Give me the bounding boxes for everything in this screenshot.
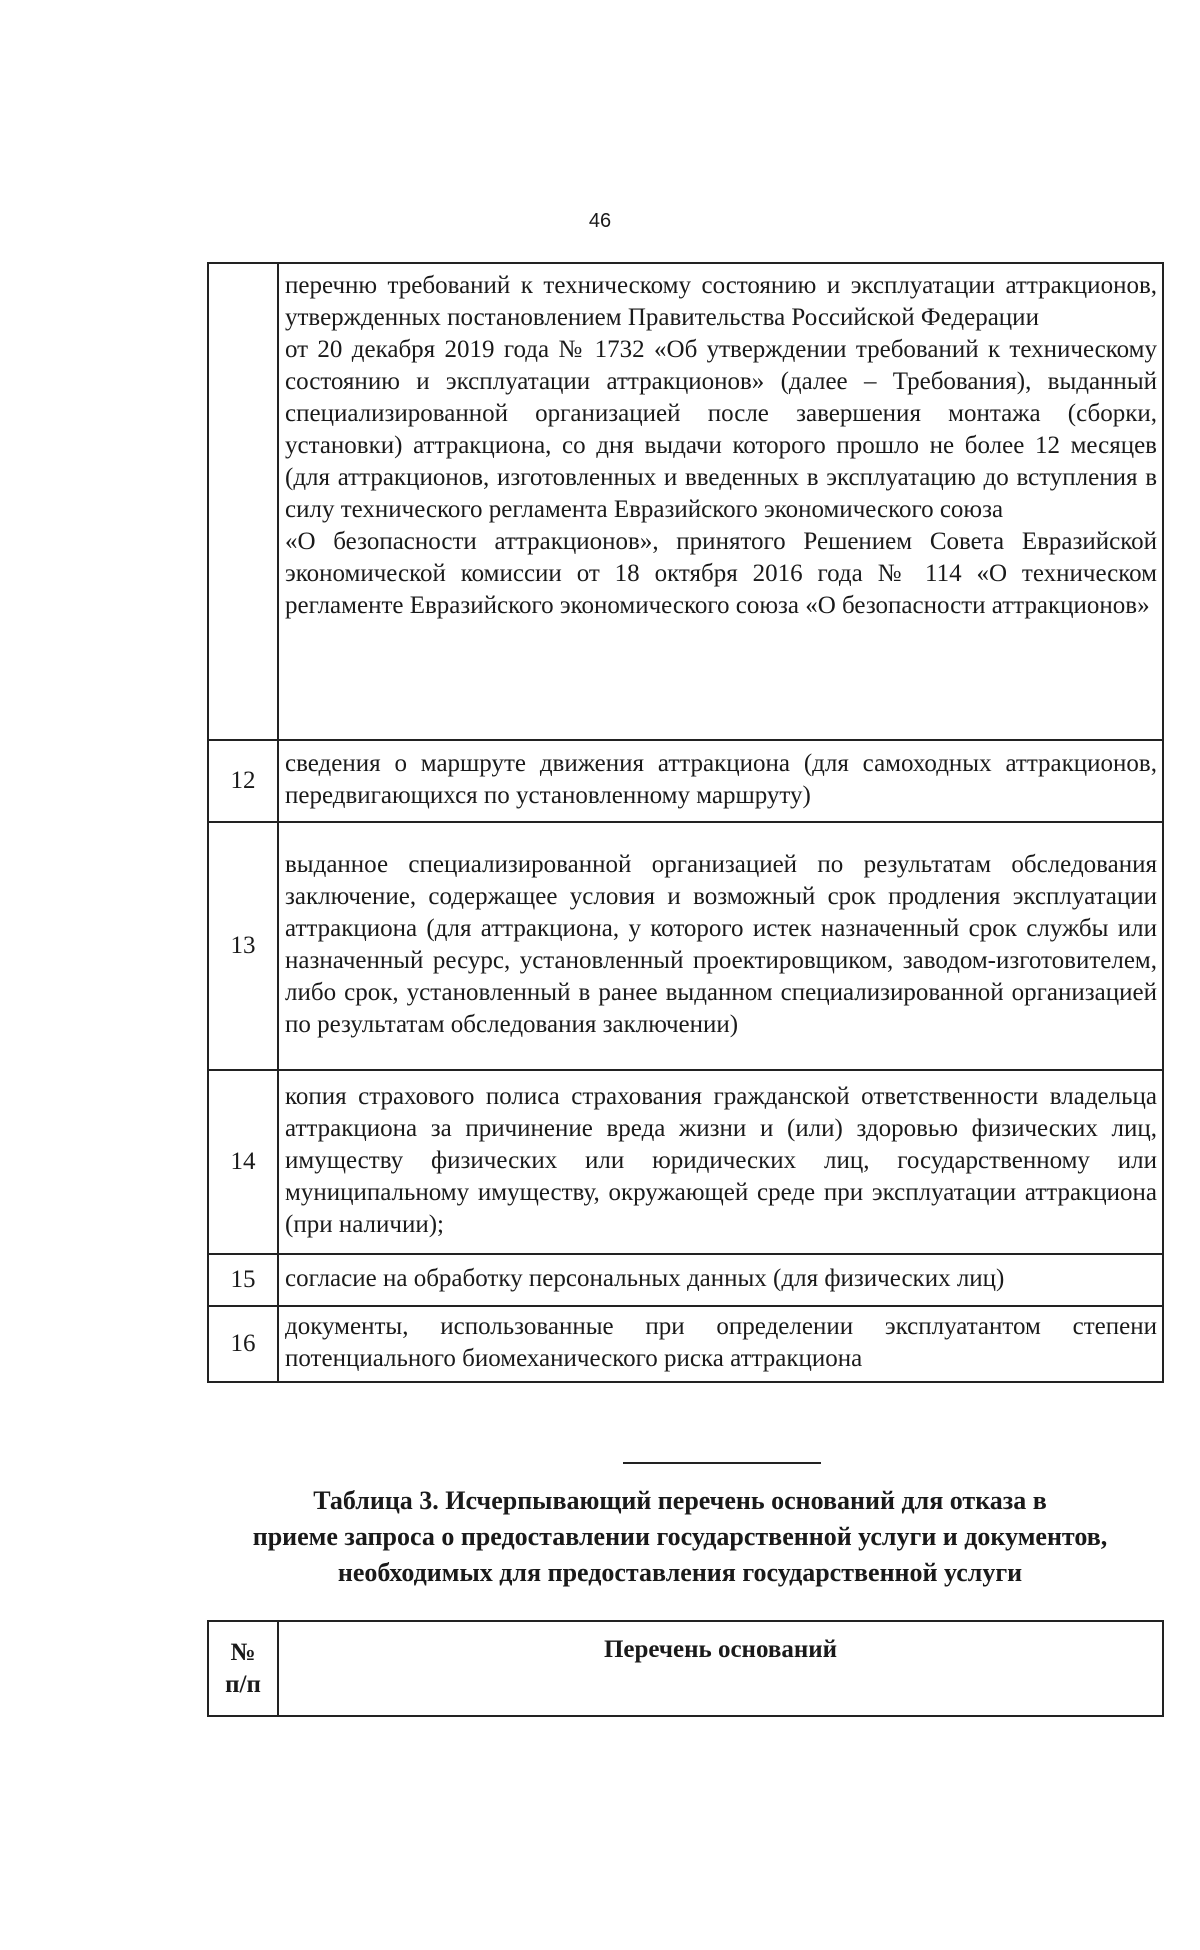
row-number: 12 (208, 740, 278, 822)
row-text: выданное специализированной организацией по результатам обследования заключение, содержащее условия и возможный срок продления эксплуатации аттракциона (для аттракциона, у которого истек назначенный срок службы или назначенный ресурс, установленный проектировщиком, заводом-изготовителем, либо срок, установленный в ранее выданном специализированной организацией по результатам обследования заключении) (278, 822, 1163, 1070)
row-number: 15 (208, 1254, 278, 1306)
section-divider (623, 1462, 821, 1464)
title-line: приеме запроса о предоставлении государственной услуги и документов, (252, 1522, 1108, 1551)
title-line: необходимых для предоставления государственной услуги (337, 1558, 1023, 1587)
refusal-grounds-table (207, 1620, 1164, 1717)
table-header-row (208, 1621, 1163, 1716)
table-row (208, 1070, 1163, 1254)
page-number: 46 (588, 210, 612, 232)
table-3-title (200, 1483, 1160, 1591)
row-number-cell (208, 263, 278, 740)
row-text: сведения о маршруте движения аттракциона (для самоходных аттракционов, передвигающихся по установленному маршруту) (278, 740, 1163, 822)
column-header-number (208, 1621, 278, 1716)
header-line: № (230, 1638, 256, 1666)
paragraph: «О безопасности аттракционов», принятого Решением Совета Евразийской экономической комиссии от 18 октября 2016 года № 114 «О техническом регламенте Евразийского экономического союза «О безопасности аттракционов» (285, 528, 1157, 619)
header-line: п/п (225, 1670, 261, 1698)
table-row (208, 263, 1163, 740)
table-row (208, 1306, 1163, 1382)
row-number: 16 (208, 1306, 278, 1382)
row-number: 14 (208, 1070, 278, 1254)
row-text-cell (278, 263, 1163, 740)
column-header-grounds: Перечень оснований (278, 1621, 1163, 1716)
row-text: копия страхового полиса страхования гражданской ответственности владельца аттракциона за причинение вреда жизни и (или) здоровью физических лиц, имуществу физических или юридических лиц, государственному или муниципальному имуществу, окружающей среде при эксплуатации аттракциона (при наличии); (278, 1070, 1163, 1254)
table-row (208, 740, 1163, 822)
paragraph: от 20 декабря 2019 года № 1732 «Об утверждении требований к техническому состоянию и эксплуатации аттракционов» (далее – Требования), выданный специализированной организацией после завершения монтажа (сборки, установки) аттракциона, со дня выдачи которого прошло не более 12 месяцев (для аттракционов, изготовленных и введенных в эксплуатацию до вступления в силу технического регламента Евразийского экономического союза (285, 336, 1157, 523)
row-text: согласие на обработку персональных данных (для физических лиц) (278, 1254, 1163, 1306)
table-row (208, 1254, 1163, 1306)
table-row (208, 822, 1163, 1070)
row-number: 13 (208, 822, 278, 1070)
row-text: документы, использованные при определении эксплуатантом степени потенциального биомеханического риска аттракциона (278, 1306, 1163, 1382)
documents-table (207, 262, 1164, 1383)
paragraph: перечню требований к техническому состоянию и эксплуатации аттракционов, утвержденных постановлением Правительства Российской Федерации (285, 272, 1157, 331)
title-line: Таблица 3. Исчерпывающий перечень оснований для отказа в (313, 1486, 1047, 1515)
